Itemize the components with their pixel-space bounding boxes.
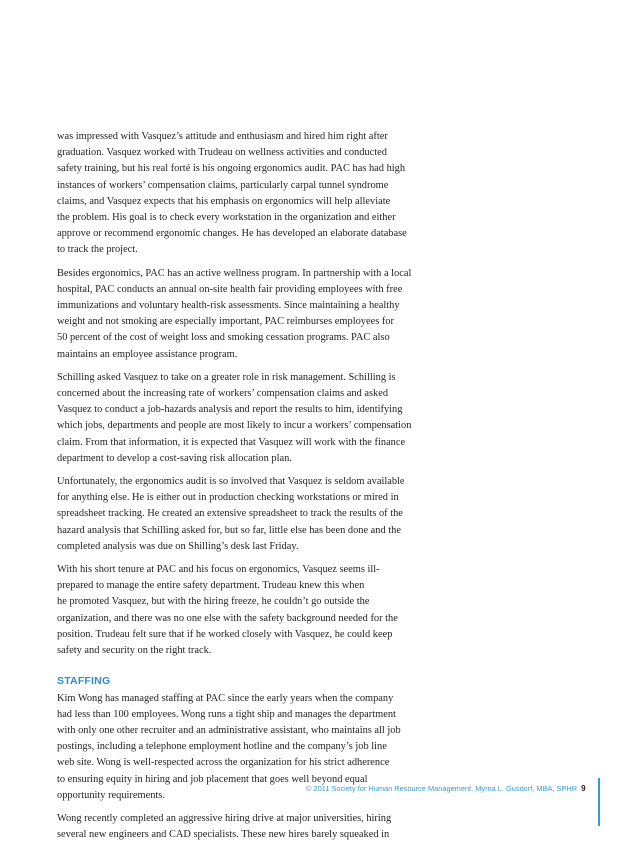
text-line: with only one other recruiter and an administrative assistant, who maintains all job xyxy=(57,724,401,736)
text-line: concerned about the increasing rate of workers’ compensation claims and asked xyxy=(57,388,389,400)
paragraph xyxy=(57,474,405,555)
text-line: Kim Wong has managed staffing at PAC since the early years when the company xyxy=(57,692,394,704)
text-line: opportunity requirements. xyxy=(57,789,165,801)
text-line: Unfortunately, the ergonomics audit is so involved that Vasquez is seldom available xyxy=(57,476,405,488)
text-line: spreadsheet tracking. He created an extensive spreadsheet to track the results of the xyxy=(57,508,403,520)
paragraph xyxy=(57,266,412,363)
text-line: organization, and there was no one else with the safety background needed for the xyxy=(57,612,398,624)
text-line: he promoted Vasquez, but with the hiring freeze, he couldn’t go outside the xyxy=(57,596,370,608)
paragraph xyxy=(57,370,412,467)
text-line: which jobs, departments and people are most likely to incur a workers’ compensation xyxy=(57,420,412,432)
text-line: Besides ergonomics, PAC has an active wellness program. In partnership with a local xyxy=(57,267,412,279)
text-line: claim. From that information, it is expected that Vasquez will work with the finance xyxy=(57,436,406,448)
text-line: department to develop a cost-saving risk allocation plan. xyxy=(57,452,292,464)
footer-copyright: © 2011 Society for Human Resource Management. Myrna L. Gusdorf, MBA, SPHR xyxy=(306,784,578,793)
text-line: postings, including a telephone employment hotline and the company’s job line xyxy=(57,741,387,753)
paragraphs-before xyxy=(57,129,412,659)
text-line: graduation. Vasquez worked with Trudeau on wellness activities and conducted xyxy=(57,147,387,159)
text-line: Wong recently completed an aggressive hiring drive at major universities, hiring xyxy=(57,812,392,824)
text-line: web site. Wong is well-respected across the organization for his strict adherence xyxy=(57,757,390,769)
text-line: maintains an employee assistance program. xyxy=(57,348,238,360)
text-line: immunizations and voluntary health-risk assessments. Since maintaining a healthy xyxy=(57,300,400,312)
text-line: safety training, but his real forté is his ongoing ergonomics audit. PAC has had high xyxy=(57,163,406,175)
text-line: 50 percent of the cost of weight loss and smoking cessation programs. PAC also xyxy=(57,332,390,344)
footer xyxy=(306,784,594,793)
text-line: was impressed with Vasquez’s attitude and enthusiasm and hired him right after xyxy=(57,131,388,142)
text-line: prepared to manage the entire safety department. Trudeau knew this when xyxy=(57,580,365,592)
text-line: instances of workers’ compensation claims, particularly carpal tunnel syndrome xyxy=(57,179,389,191)
paragraph xyxy=(57,562,402,659)
page-number: 9 xyxy=(581,784,586,793)
text-line: With his short tenure at PAC and his focus on ergonomics, Vasquez seems ill- xyxy=(57,564,380,576)
text-line: to track the project. xyxy=(57,244,138,256)
footer-rule xyxy=(598,778,600,826)
body-text xyxy=(57,129,412,850)
text-line: Schilling asked Vasquez to take on a greater role in risk management. Schilling is xyxy=(57,371,396,383)
text-line: position. Trudeau felt sure that if he worked closely with Vasquez, he could keep xyxy=(57,628,393,640)
section-heading: STAFFING xyxy=(57,675,111,688)
text-line: approve or recommend ergonomic changes. He has developed an elaborate database xyxy=(57,228,407,240)
text-line: completed analysis was due on Shilling’s desk last Friday. xyxy=(57,540,299,552)
text-line: hospital, PAC conducts an annual on-site health fair providing employees with free xyxy=(57,283,403,295)
text-line: hazard analysis that Schilling asked for, but so far, little else has been done and the xyxy=(57,524,401,536)
text-line: to ensuring equity in hiring and job placement that goes well beyond equal xyxy=(57,773,368,785)
text-line: for anything else. He is either out in production checking workstations or mired in xyxy=(57,492,399,504)
text-line: Vasquez to conduct a job-hazards analysis and report the results to him, identifying xyxy=(57,404,403,416)
text-line: had less than 100 employees. Wong runs a tight ship and manages the department xyxy=(57,708,396,720)
text-line: several new engineers and CAD specialists. These new hires barely squeaked in xyxy=(57,829,390,841)
text-line: the problem. His goal is to check every workstation in the organization and either xyxy=(57,212,396,224)
paragraph xyxy=(57,811,402,843)
text-line: claims, and Vasquez expects that his emphasis on ergonomics will help alleviate xyxy=(57,195,391,207)
text-line: safety and security on the right track. xyxy=(57,645,212,657)
text-line: weight and not smoking are especially important, PAC reimburses employees for xyxy=(57,316,394,328)
paragraphs-after xyxy=(57,691,402,844)
paragraph xyxy=(57,129,407,259)
